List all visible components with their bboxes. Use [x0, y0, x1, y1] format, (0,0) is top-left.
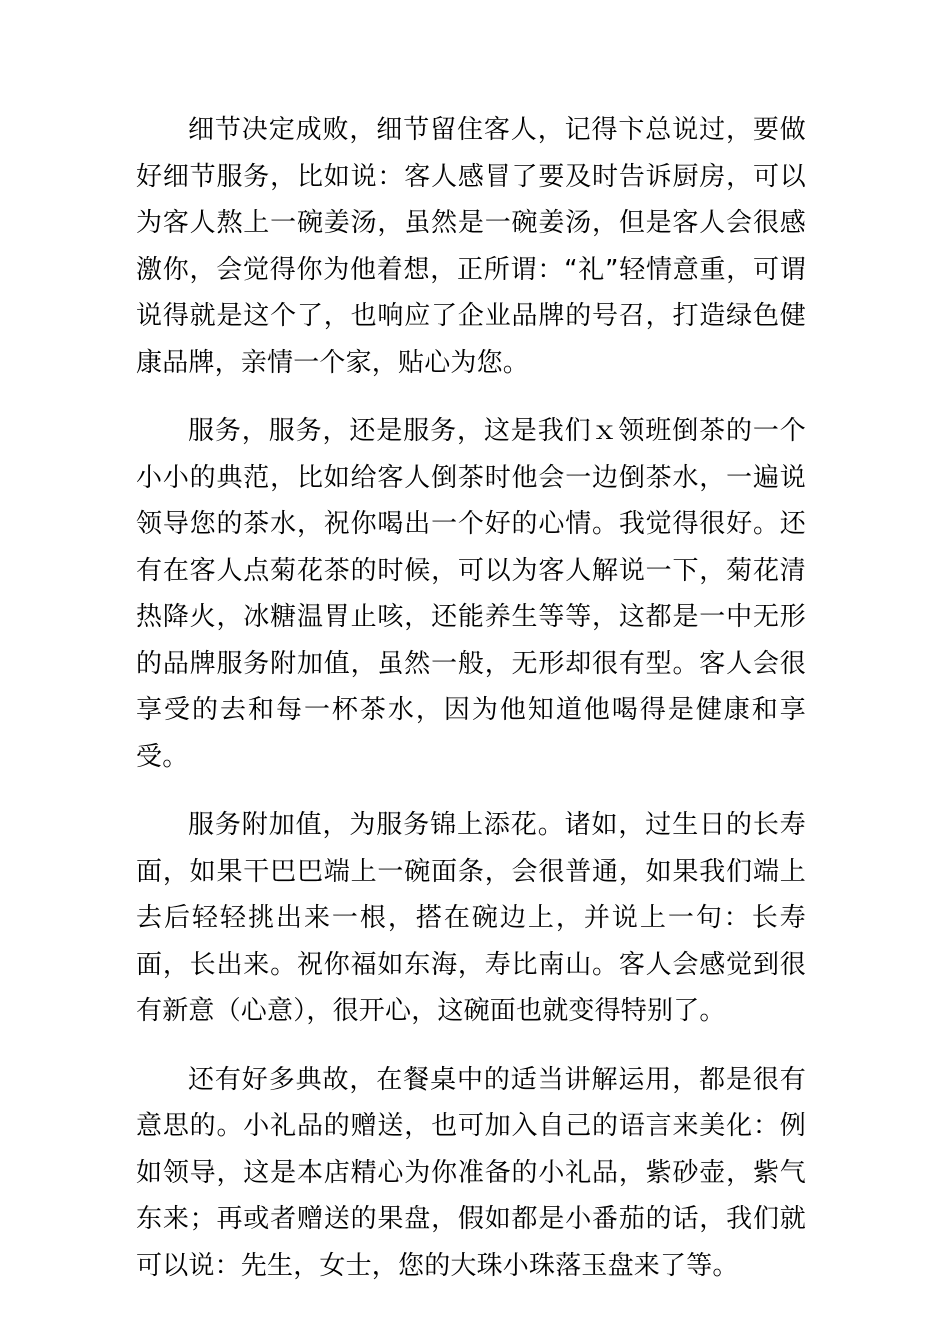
- paragraph-3: 服务附加值，为服务锦上添花。诸如，过生日的长寿面，如果干巴巴端上一碗面条，会很普通，如果我们端上去后轻轻挑出来一根，搭在碗边上，并说上一句：长寿面，长出来。祝你福如东海，寿比南山。客人会感觉到很有新意（心意），很开心，这碗面也就变得特别了。: [136, 810, 806, 1026]
- paragraph-1: 细节决定成败，细节留住客人，记得卞总说过，要做好细节服务，比如说：客人感冒了要及时告诉厨房，可以为客人熬上一碗姜汤，虽然是一碗姜汤，但是客人会很感激你，会觉得你为他着想，正所谓：“礼”轻情意重，可谓说得就是这个了，也响应了企业品牌的号召，打造绿色健康品牌，亲情一个家，贴心为您。: [136, 115, 806, 378]
- paragraph-2: 服务，服务，还是服务，这是我们ｘ领班倒茶的一个小小的典范，比如给客人倒茶时他会一边倒茶水，一遍说领导您的茶水，祝你喝出一个好的心情。我觉得很好。还有在客人点菊花茶的时候，可以为客人解说一下，菊花清热降火，冰糖温胃止咳，还能养生等等，这都是一中无形的品牌服务附加值，虽然一般，无形却很有型。客人会很享受的去和每一杯茶水，因为他知道他喝得是健康和享受。: [136, 416, 806, 772]
- paragraph-4: 还有好多典故，在餐桌中的适当讲解运用，都是很有意思的。小礼品的赠送，也可加入自己的语言来美化：例如领导，这是本店精心为你准备的小礼品，紫砂壶，紫气东来；再或者赠送的果盘，假如都是小番茄的话，我们就可以说：先生，女士，您的大珠小珠落玉盘来了等。: [136, 1064, 806, 1281]
- document-body: [136, 107, 806, 1311]
